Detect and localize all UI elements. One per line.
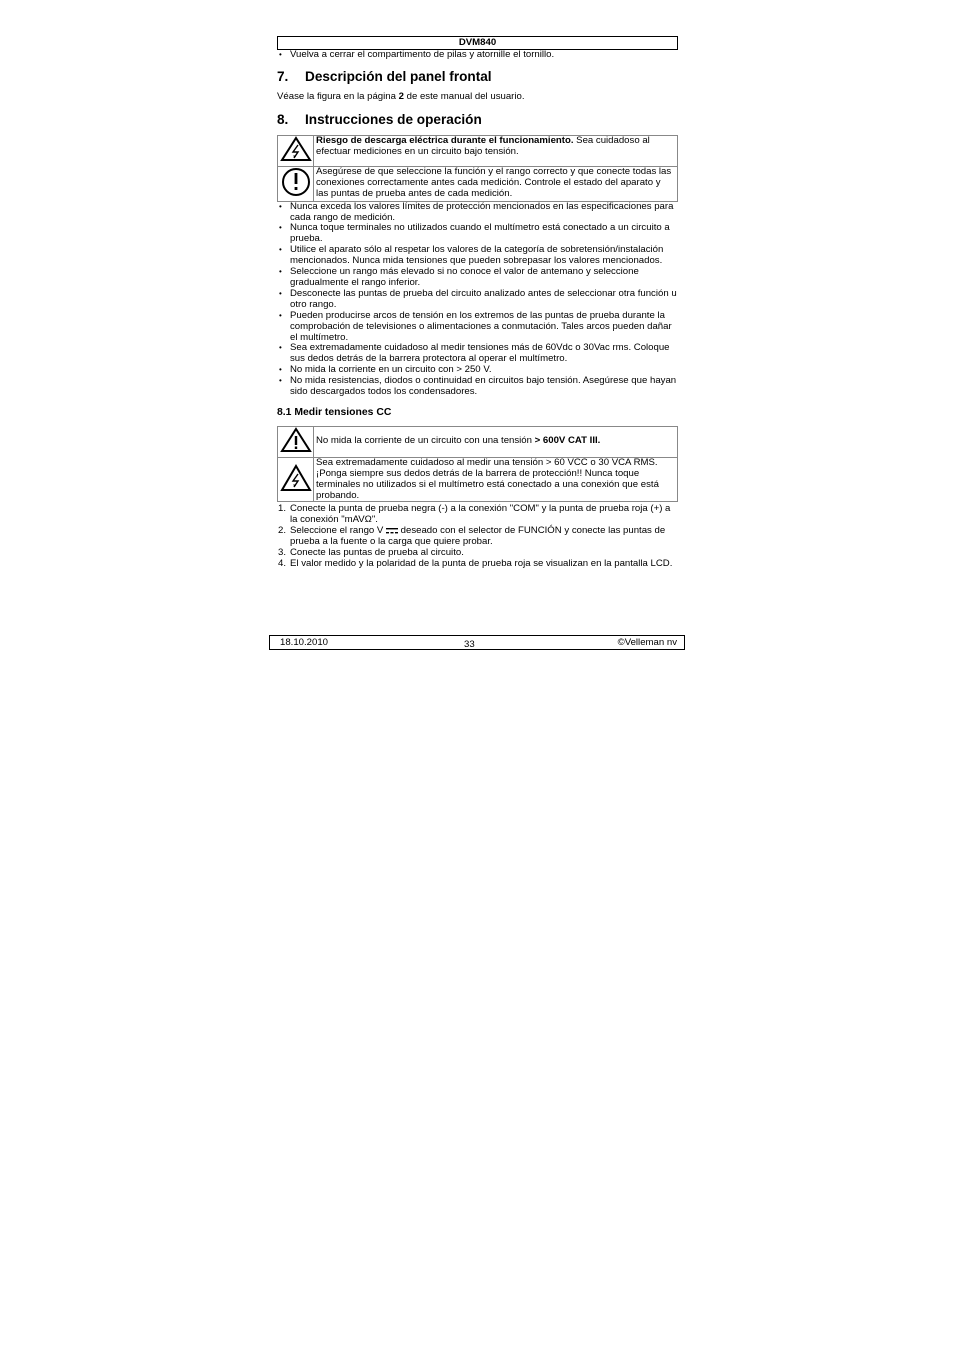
list-item: • No mida la corriente en un circuito con > 250 V. xyxy=(277,365,678,376)
warning-icon-cell xyxy=(278,426,314,457)
text-part: Véase la figura en la página xyxy=(277,90,399,102)
list-item: • Seleccione un rango más elevado si no conoce el valor de antemano y seleccione gradualmente el rango inferior. xyxy=(277,267,678,289)
section-7-text xyxy=(277,92,678,103)
step-text: deseado con el selector de FUNCIÓN y conecte las puntas de prueba a la fuente o la carga que quiere probar. xyxy=(290,525,666,548)
section-8-heading xyxy=(277,112,678,128)
section-8-1-heading: 8.1 Medir tensiones CC xyxy=(277,406,392,418)
list-item: • Sea extremadamente cuidadoso al medir tensiones más de 60Vdc o 30Vac rms. Coloque sus dedos detrás de la barrera protectora al operar el multímetro. xyxy=(277,343,678,365)
warning-bold: Riesgo de descarga eléctrica durante el funcionamiento. xyxy=(316,134,574,146)
exclamation-circle-icon xyxy=(280,167,312,197)
warning-icon-cell xyxy=(278,135,314,166)
footer-copyright: ©Velleman nv xyxy=(617,637,677,648)
text-part: de este manual del usuario. xyxy=(403,90,525,102)
step-number: 3. xyxy=(278,547,287,559)
list-item xyxy=(277,559,678,570)
step-text: Conecte las puntas de prueba al circuito. xyxy=(290,547,464,559)
warning-text xyxy=(314,135,678,166)
section-number: 8. xyxy=(277,111,289,127)
page-number: 33 xyxy=(464,639,475,650)
list-item: • Vuelva a cerrar el compartimento de pilas y atornille el tornillo. xyxy=(277,50,678,61)
dc-voltage-icon xyxy=(386,527,398,535)
section-title: Descripción del panel frontal xyxy=(305,68,492,84)
warning-table xyxy=(277,135,678,202)
page-footer xyxy=(269,635,685,650)
section-title: Instrucciones de operación xyxy=(305,111,482,127)
warning-text: Sea extremadamente cuidadoso al medir una tensión > 60 VCC o 30 VCA RMS. ¡Ponga siempre sus dedos detrás de la barrera de protección!! Nunca toque terminales no utilizados si el multímetro está conectado a una conexión que está probando. xyxy=(314,457,678,502)
step-number: 2. xyxy=(278,525,287,537)
warning-row xyxy=(278,135,678,166)
warning-text: Asegúrese de que seleccione la función y el rango correcto y que conecte todas las conexiones correctamente antes cada medición. Controle el estado del aparato y las puntas de prueba antes de cada medición. xyxy=(314,166,678,201)
electric-shock-warning-icon xyxy=(280,464,312,492)
list-item: • Nunca exceda los valores límites de protección mencionados en las especificaciones para cada rango de medición. xyxy=(277,202,678,224)
warning-icon-cell xyxy=(278,457,314,502)
warning-bold: > 600V CAT III. xyxy=(534,435,601,447)
step-text: Conecte la punta de prueba negra (-) a la conexión "COM" y la punta de prueba roja (+) a la conexión "mAVΩ". xyxy=(290,503,671,526)
warning-icon-cell xyxy=(278,166,314,201)
manual-page xyxy=(277,36,678,570)
steps-list xyxy=(277,504,678,569)
model-header: DVM840 xyxy=(277,36,678,50)
step-number: 1. xyxy=(278,503,287,515)
intro-bullet-list xyxy=(277,50,678,61)
step-number: 4. xyxy=(278,558,287,569)
warning-table xyxy=(277,426,678,503)
warning-row xyxy=(278,457,678,502)
warning-row xyxy=(278,426,678,457)
section-7-heading xyxy=(277,69,678,85)
list-item: • No mida resistencias, diodos o continuidad en circuitos bajo tensión. Asegúrese que hayan sido descargados todos los condensadores. xyxy=(277,376,678,398)
caution-triangle-icon xyxy=(280,427,312,453)
list-item: • Utilice el aparato sólo al respetar los valores de la categoría de sobretensión/instalación mencionados. Nunca mida tensiones que pueden sobrepasar los valores mencionados. xyxy=(277,245,678,267)
list-item: • Pueden producirse arcos de tensión en los extremos de las puntas de prueba durante la comprobación de televisiones o alimentaciones a conmutación. Tales arcos pueden dañar el multímetro. xyxy=(277,311,678,344)
electric-shock-warning-icon xyxy=(280,136,312,162)
warning-body: Sea cuidadoso al efectuar mediciones en un circuito bajo tensión. xyxy=(316,134,650,157)
page-ref: 2 xyxy=(398,90,404,102)
list-item xyxy=(277,504,678,526)
section-8-bullet-list xyxy=(277,202,678,398)
list-item: • Desconecte las puntas de prueba del circuito analizado antes de seleccionar otra función u otro rango. xyxy=(277,289,678,311)
footer-date: 18.10.2010 xyxy=(280,637,329,648)
warning-row xyxy=(278,166,678,201)
step-text: Seleccione el rango V xyxy=(290,525,386,537)
section-number: 7. xyxy=(277,68,289,84)
list-item: • Nunca toque terminales no utilizados cuando el multímetro está conectado a un circuito a prueba. xyxy=(277,223,678,245)
list-item xyxy=(277,526,678,548)
warning-text xyxy=(314,426,678,457)
step-text: El valor medido y la polaridad de la punta de prueba roja se visualizan en la pantalla LCD. xyxy=(290,558,673,569)
warning-body: No mida la corriente de un circuito con una tensión xyxy=(316,435,535,447)
